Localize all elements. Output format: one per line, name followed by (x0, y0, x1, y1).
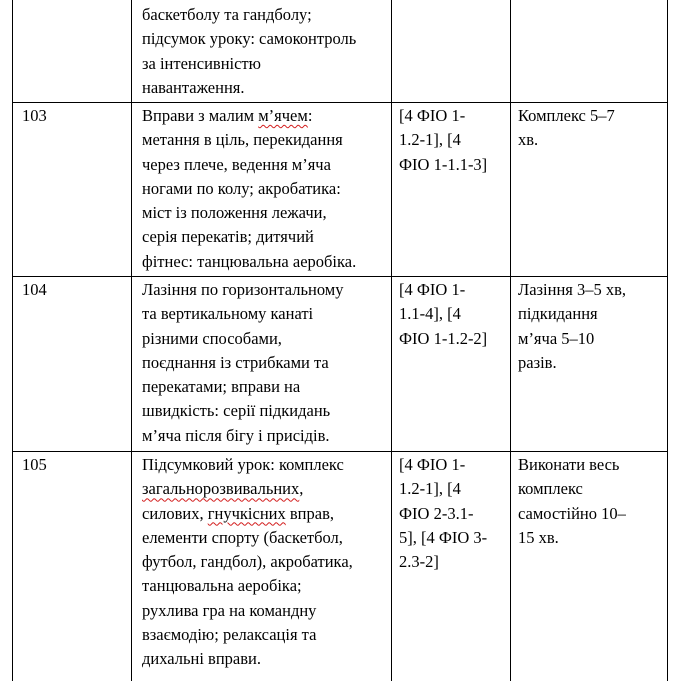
note-line: підкидання (518, 304, 598, 324)
code-line: ФІО 1-1.1-3] (399, 154, 488, 174)
content-line: різними способами, (142, 328, 282, 348)
code-line: [4 ФІО 1- (399, 455, 466, 474)
code-line: ФІО 2-3.1- (399, 503, 474, 523)
spellcheck-underline: м’ячем (258, 106, 308, 125)
note-line: Виконати весь (518, 455, 620, 474)
spellcheck-underline: загальнорозвивальних (142, 479, 300, 499)
content-line: баскетболу та гандболу; (142, 5, 312, 24)
code-line: 5], [4 ФІО 3- (399, 527, 488, 547)
content-line: фітнес: танцювальна аеробіка. (142, 251, 357, 271)
row-number: 105 (22, 455, 47, 474)
note-line: м’яча 5–10 (518, 328, 595, 348)
code-line: 1.1-4], [4 (399, 304, 461, 324)
lesson-content-cell (142, 104, 356, 274)
content-line: підсумок уроку: самоконтроль (142, 29, 357, 49)
note-line: хв. (518, 130, 539, 150)
content-line: через плече, ведення м’яча (142, 154, 331, 174)
code-line: [4 ФІО 1- (399, 106, 466, 125)
notes-cell (518, 453, 626, 550)
note-line: Комплекс 5–7 (518, 106, 615, 125)
content-line: за інтенсивністю (142, 53, 261, 73)
content-line: серія перекатів; дитячий (142, 227, 314, 247)
content-line: футбол, гандбол), акробатика, (142, 552, 353, 572)
row-number: 103 (22, 106, 47, 125)
content-line: танцювальна аеробіка; (142, 576, 302, 596)
continuation-content-cell (142, 3, 356, 100)
note-line: комплекс (518, 479, 583, 499)
content-line: Вправи з малим м’ячем: (142, 106, 313, 125)
content-line: навантаження. (142, 77, 245, 97)
content-line: міст із положення лежачи, (142, 203, 327, 223)
content-line: перекатами; вправи на (142, 377, 301, 397)
spellcheck-underline: гнучкісних (207, 503, 286, 523)
row-separator (12, 276, 668, 277)
content-line: м’яча після бігу і присідів. (142, 425, 330, 445)
code-line: 1.2-1], [4 (399, 479, 461, 499)
note-line: разів. (518, 352, 557, 372)
content-line: поєднання із стрибками та (142, 352, 329, 372)
content-line: та вертикальному канаті (142, 304, 314, 324)
content-line: ногами по колу; акробатика: (142, 178, 341, 198)
content-line: силових, гнучкісних вправ, (142, 503, 334, 523)
code-line: [4 ФІО 1- (399, 280, 466, 299)
row-separator (12, 451, 668, 452)
content-line: загальнорозвивальних, (142, 479, 304, 499)
content-line: Лазіння по горизонтальному (142, 280, 344, 299)
curriculum-codes-cell (399, 453, 487, 574)
content-line: рухлива гра на командну (142, 600, 317, 620)
content-line: швидкість: серії підкидань (142, 401, 331, 421)
content-line: Підсумковий урок: комплекс (142, 455, 344, 474)
note-line: 15 хв. (518, 527, 559, 547)
note-line: Лазіння 3–5 хв, (518, 280, 627, 299)
lesson-content-cell (142, 278, 343, 448)
lesson-content-cell (142, 453, 353, 672)
code-line: ФІО 1-1.2-2] (399, 328, 488, 348)
code-line: 2.3-2] (399, 552, 439, 572)
content-line: дихальні вправи. (142, 649, 261, 669)
notes-cell (518, 104, 615, 153)
note-line: самостійно 10– (518, 503, 626, 523)
row-number: 104 (22, 280, 47, 299)
curriculum-codes-cell (399, 104, 487, 177)
curriculum-codes-cell (399, 278, 487, 351)
code-line: 1.2-1], [4 (399, 130, 461, 150)
content-line: метання в ціль, перекидання (142, 130, 343, 150)
row-separator (12, 102, 668, 103)
content-line: взаємодію; релаксація та (142, 625, 317, 645)
content-line: елементи спорту (баскетбол, (142, 527, 343, 547)
notes-cell (518, 278, 626, 375)
